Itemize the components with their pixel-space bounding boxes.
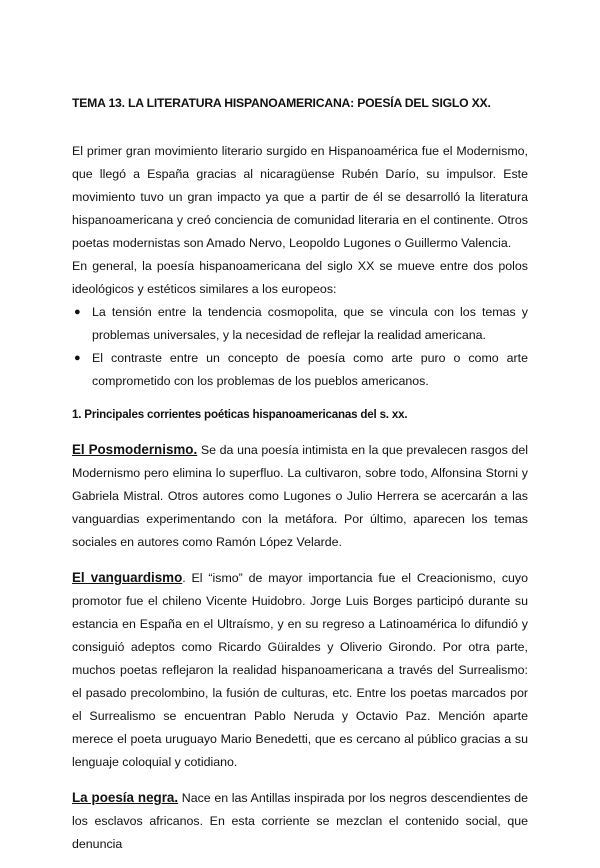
- intro-paragraph: El primer gran movimiento literario surgido en Hispanoamérica fue el Modernismo, que llegó a España gracias al nicaragüense Rubén Darío, su impulsor. Este movimiento tuvo un gran impacto ya que a partir de él se desarrolló la literatura hispanoamericana y creó conciencia de comunidad literaria en el continente. Otros poetas modernistas son Amado Nervo, Leopoldo Lugones o Guillermo Valencia.: [72, 144, 528, 250]
- section-paragraph-posmodernismo: [72, 438, 528, 554]
- section-heading: 1. Principales corrientes poéticas hispanoamericanas del s. xx.: [72, 408, 408, 421]
- section-lead: El vanguardismo: [72, 570, 183, 585]
- section-text: Nace en las Antillas inspirada por los negros descendientes de los esclavos africanos. En esta corriente se mezclan el contenido social, que denuncia: [72, 791, 528, 851]
- bullet-item: [72, 347, 528, 393]
- section-lead: El Posmodernismo.: [72, 442, 198, 457]
- bullet-item: [72, 301, 528, 347]
- section-text: Se da una poesía intimista en la que prevalecen rasgos del Modernismo pero elimina lo superfluo. La cultivaron, sobre todo, Alfonsina Storni y Gabriela Mistral. Otros autores como Lugones o Julio Herrera se acercarán a las vanguardias experimentando con la metáfora. Por último, aparecen los temas sociales en autores como Ramón López Velarde.: [72, 443, 528, 549]
- section-text: . El “ismo” de mayor importancia fue el Creacionismo, cuyo promotor fue el chileno Vicente Huidobro. Jorge Luis Borges participó durante su estancia en España en el Ultraísmo, y en su regreso a Latinoamérica lo difundió y consiguió adeptos como Ricardo Güiraldes y Oliverio Girondo. Por otra parte, muchos poetas reflejaron la realidad hispanoamericana a través del Surrealismo: el pasado precolombino, la fusión de culturas, etc. Entre los poetas marcados por el Surrealismo se encuentran Pablo Neruda y Octavio Paz. Mención aparte merece el poeta uruguayo Mario Benedetti, que es cercano al público gracias a su lenguaje coloquial y cotidiano.: [72, 571, 528, 769]
- bullet-text: La tensión entre la tendencia cosmopolita, que se vincula con los temas y problemas universales, y la necesidad de reflejar la realidad americana.: [92, 305, 528, 342]
- document-title: TEMA 13. LA LITERATURA HISPANOAMERICANA: POESÍA DEL SIGLO XX.: [72, 96, 491, 110]
- bullet-icon: ●: [74, 306, 81, 318]
- bullet-text: El contraste entre un concepto de poesía como arte puro o como arte comprometido con los problemas de los pueblos americanos.: [92, 351, 528, 388]
- intro-paragraph: En general, la poesía hispanoamericana del siglo XX se mueve entre dos polos ideológicos y estéticos similares a los europeos:: [72, 259, 528, 296]
- document-body: [72, 92, 528, 868]
- section-paragraph-vanguardismo: [72, 566, 528, 774]
- bullet-icon: ●: [74, 352, 81, 364]
- section-paragraph-poesia-negra: [72, 786, 528, 856]
- section-lead: La poesía negra.: [72, 790, 179, 805]
- bullet-list: [72, 301, 528, 393]
